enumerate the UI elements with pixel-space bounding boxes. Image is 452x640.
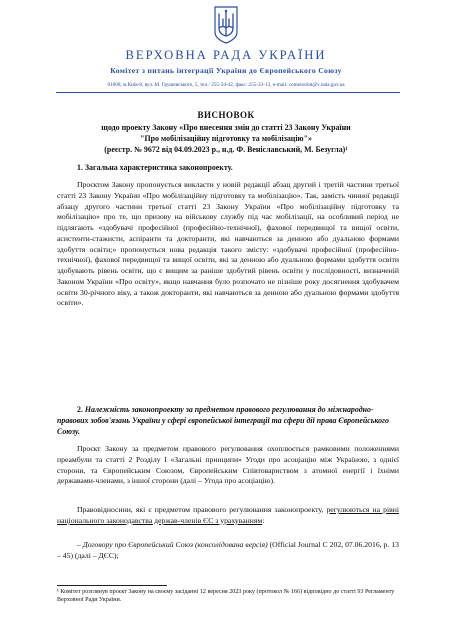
paragraph-2-end: : <box>262 515 265 525</box>
section-2-heading <box>57 405 399 437</box>
committee-address: 01008, м.Київ-8, вул. М. Грушевського, 5, тел.: 255-34-42, факс: 255-33-13, e-mail: comeuroint@v.rada.gov.ua <box>107 82 345 88</box>
source-list-item <box>57 540 399 562</box>
header-divider <box>56 92 400 93</box>
footnote: ¹ Комітет розглянув проєкт Закону на своєму засіданні 12 вересня 2023 року (протокол № 166) відповідно до статті 93 Регламенту Верховної Ради України. <box>57 589 395 604</box>
document-subtitle <box>40 122 412 155</box>
committee-name: Комітет з питань інтеграції України до Європейського Союзу <box>110 66 342 75</box>
section-2-paragraph-2 <box>57 505 399 527</box>
section-1-paragraph: Проєктом Закону пропонується викласти у новій редакції абзац другий і третій частини третьої статті 23 Закону України «Про мобілізаційну підготовку та мобілізацію». Так, замість чинної редакції абзацу другого частини третьої статті 23 Закону України «Про мобілізаційну підготовку та мобілізацію» про те, що призову на військову службу під час мобілізації, на особливий період не підлягають «здобувачі професійної (професійно-технічної), фахової передвищої та вищої освіти, асистенти-стажисти, аспіранти та докторанти, які навчаються за денною або дуальною формами здобуття освіти;» пропонується нова редакція такого змісту: «здобувачі професійної (професійно-технічної), фахової передвищої та вищої освіти, які за денною або дуальною формами здобуття освіти здобувають рівень освіти, що є вищим за раніше здобутий рівень освіти у послідовності, визначеній Законом України «Про освіту», якщо навчання було розпочато не пізніше року досягнення здобувачем освіти 30-річного віку, а також докторанти, які навчаються за денною або дуальною формами здобуття освіти». <box>57 180 399 308</box>
parliament-title: ВЕРХОВНА РАДА УКРАЇНИ <box>125 48 327 62</box>
source-title: – Договору про Європейський Союз (консолідована версія) <box>77 540 268 549</box>
paragraph-2-start: Правовідносини, які є предметом правового регулювання законопроекту, <box>77 505 324 514</box>
ukraine-trident-emblem-icon <box>214 6 238 44</box>
section-2-title: Належність законопроекту за предметом правового регулювання до міжнародно-правових зобов'язань України у сфері європейської інтеграції та сфери дії права Європейського Союзу. <box>57 405 389 436</box>
subtitle-line: (реєстр. № 9672 від 04.09.2023 р., н.д. Ф. Веніславський, М. Безугла)¹ <box>104 145 348 154</box>
footnote-divider <box>57 585 167 586</box>
document-title: ВИСНОВОК <box>197 110 255 120</box>
section-2-paragraph-1: Проєкт Закону за предметом правового регулювання охоплюється рамковими положеннями преамбули та статті 2 Розділу I «Загальні принципи» Угоди про асоціацію між Україною, з однієї сторони, та Європейським Союзом, Європейським Співтовариством з атомної енергії і їхніми державами-членами, з іншої сторони (далі – Угода про асоціацію). <box>57 444 399 486</box>
subtitle-line: щодо проекту Закону «Про внесення змін до статті 23 Закону України <box>101 123 351 132</box>
source-reference: (Official Journal C 202, 07.06.2016, p. 13 – 45) (далі – ДЄС); <box>57 540 399 560</box>
section-1-heading: 1. Загальна характеристика законопроекту. <box>77 163 233 172</box>
paragraph-2-underlined: регулюються на рівні національного законодавства держав-членів ЄС з урахуванням <box>57 505 399 525</box>
subtitle-line: "Про мобілізаційну підготовку та мобілізацію"» <box>140 134 312 143</box>
section-2-number: 2. <box>77 405 83 414</box>
